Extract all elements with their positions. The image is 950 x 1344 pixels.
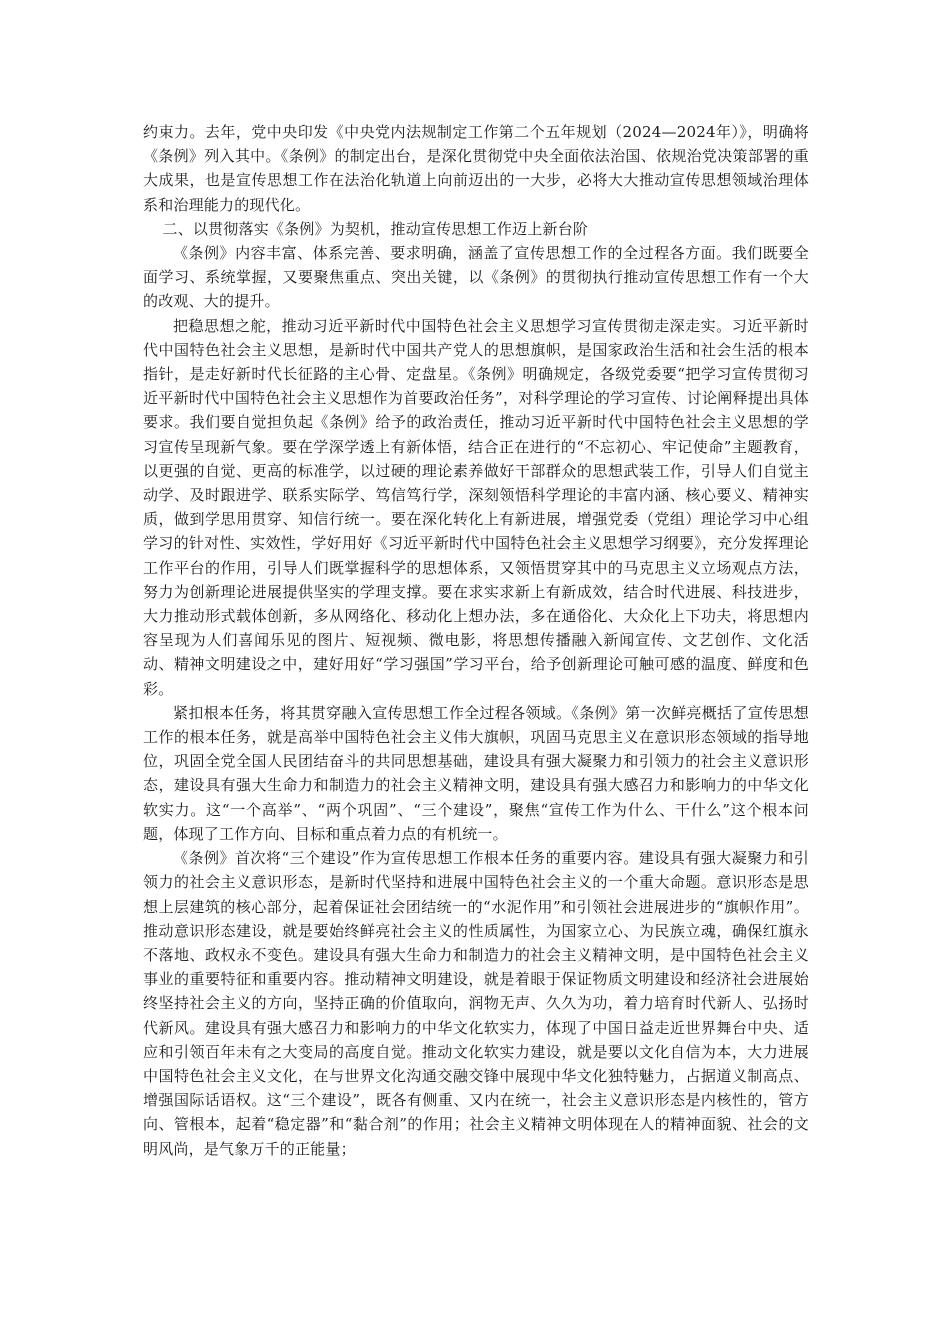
section-heading: 二、以贯彻落实《条例》为契机，推动宣传思想工作迈上新台阶 [162, 219, 589, 238]
paragraph-continuation: 约束力。去年，党中央印发《中央党内法规制定工作第二个五年规划（2024—2024年）》，明确将《条例》列入其中。《条例》的制定出台，是深化贯彻党中央全面依法治国、依规治党决策部署的重大成果，也是宣传思想工作在法治化轨道上向前迈出的一大步，必将大大推动宣传思想领域治理体系和治理能力的现代化。 [143, 123, 809, 214]
paragraph: 紧扣根本任务，将其贯穿融入宣传思想工作全过程各领域。《条例》第一次鲜亮概括了宣传思想工作的根本任务，就是高举中国特色社会主义伟大旗帜，巩固马克思主义在意识形态领域的指导地位，巩固全党全国人民团结奋斗的共同思想基础，建设具有强大凝聚力和引领力的社会主义意识形态，建设具有强大生命力和制造力的社会主义精神文明，建设具有强大感召力和影响力的中华文化软实力。这“一个高举”、“两个巩固”、“三个建设”，聚焦“宣传工作为什么、干什么”这个根本问题，体现了工作方向、目标和重点着力点的有机统一。 [143, 703, 809, 843]
document-body [143, 120, 809, 1161]
paragraph: 把稳思想之舵，推动习近平新时代中国特色社会主义思想学习宣传贯彻走深走实。习近平新时代中国特色社会主义思想，是新时代中国共产党人的思想旗帜，是国家政治生活和社会生活的根本指针，是走好新时代长征路的主心骨、定盘星。《条例》明确规定，各级党委要“把学习宣传贯彻习近平新时代中国特色社会主义思想作为首要政治任务”，对科学理论的学习宣传、讨论阐释提出具体要求。我们要自觉担负起《条例》给予的政治责任，推动习近平新时代中国特色社会主义思想的学习宣传呈现新气象。要在学深学透上有新体悟，结合正在进行的“不忘初心、牢记使命”主题教育，以更强的自觉、更高的标准学，以过硬的理论素养做好干部群众的思想武装工作，引导人们自觉主动学、及时跟进学、联系实际学、笃信笃行学，深刻领悟科学理论的丰富内涵、核心要义、精神实质，做到学思用贯穿、知信行统一。要在深化转化上有新进展，增强党委（党组）理论学习中心组学习的针对性、实效性，学好用好《习近平新时代中国特色社会主义思想学习纲要》，充分发挥理论工作平台的作用，引导人们既掌握科学的思想体系，又领悟贯穿其中的马克思主义立场观点方法，努力为创新理论进展提供坚实的学理支撑。要在求实求新上有新成效，结合时代进展、科技进步，大力推动形式载体创新，多从网络化、移动化上想办法，多在通俗化、大众化上下功夫，将思想内容呈现为人们喜闻乐见的图片、短视频、微电影，将思想传播融入新闻宣传、文艺创作、文化活动、精神文明建设之中，建好用好“学习强国”学习平台，给予创新理论可触可感的温度、鲜度和色彩。 [143, 316, 809, 698]
paragraph: 《条例》内容丰富、体系完善、要求明确，涵盖了宣传思想工作的全过程各方面。我们既要全面学习、系统掌握，又要聚焦重点、突出关键，以《条例》的贯彻执行推动宣传思想工作有一个大的改观、大的提升。 [143, 244, 809, 311]
paragraph: 《条例》首次将“三个建设”作为宣传思想工作根本任务的重要内容。建设具有强大凝聚力和引领力的社会主义意识形态，是新时代坚持和进展中国特色社会主义的一个重大命题。意识形态是思想上层建筑的核心部分，起着保证社会团结统一的“水泥作用”和引领社会进展进步的“旗帜作用”。推动意识形态建设，就是要始终鲜亮社会主义的性质属性，为国家立心、为民族立魂，确保红旗永不落地、政权永不变色。建设具有强大生命力和制造力的社会主义精神文明，是中国特色社会主义事业的重要特征和重要内容。推动精神文明建设，就是着眼于保证物质文明建设和经济社会进展始终坚持社会主义的方向，坚持正确的价值取向，润物无声、久久为功，着力培育时代新人、弘扬时代新风。建设具有强大感召力和影响力的中华文化软实力，体现了中国日益走近世界舞台中央、适应和引领百年未有之大变局的高度自觉。推动文化软实力建设，就是要以文化自信为本，大力进展中国特色社会主义文化，在与世界文化沟通交融交锋中展现中华文化独特魅力，占据道义制高点、增强国际话语权。这“三个建设”，既各有侧重、又内在统一，社会主义意识形态是内核性的，管方向、管根本，起着“稳定器”和“黏合剂”的作用；社会主义精神文明体现在人的精神面貌、社会的文明风尚，是气象万千的正能量； [143, 849, 809, 1158]
